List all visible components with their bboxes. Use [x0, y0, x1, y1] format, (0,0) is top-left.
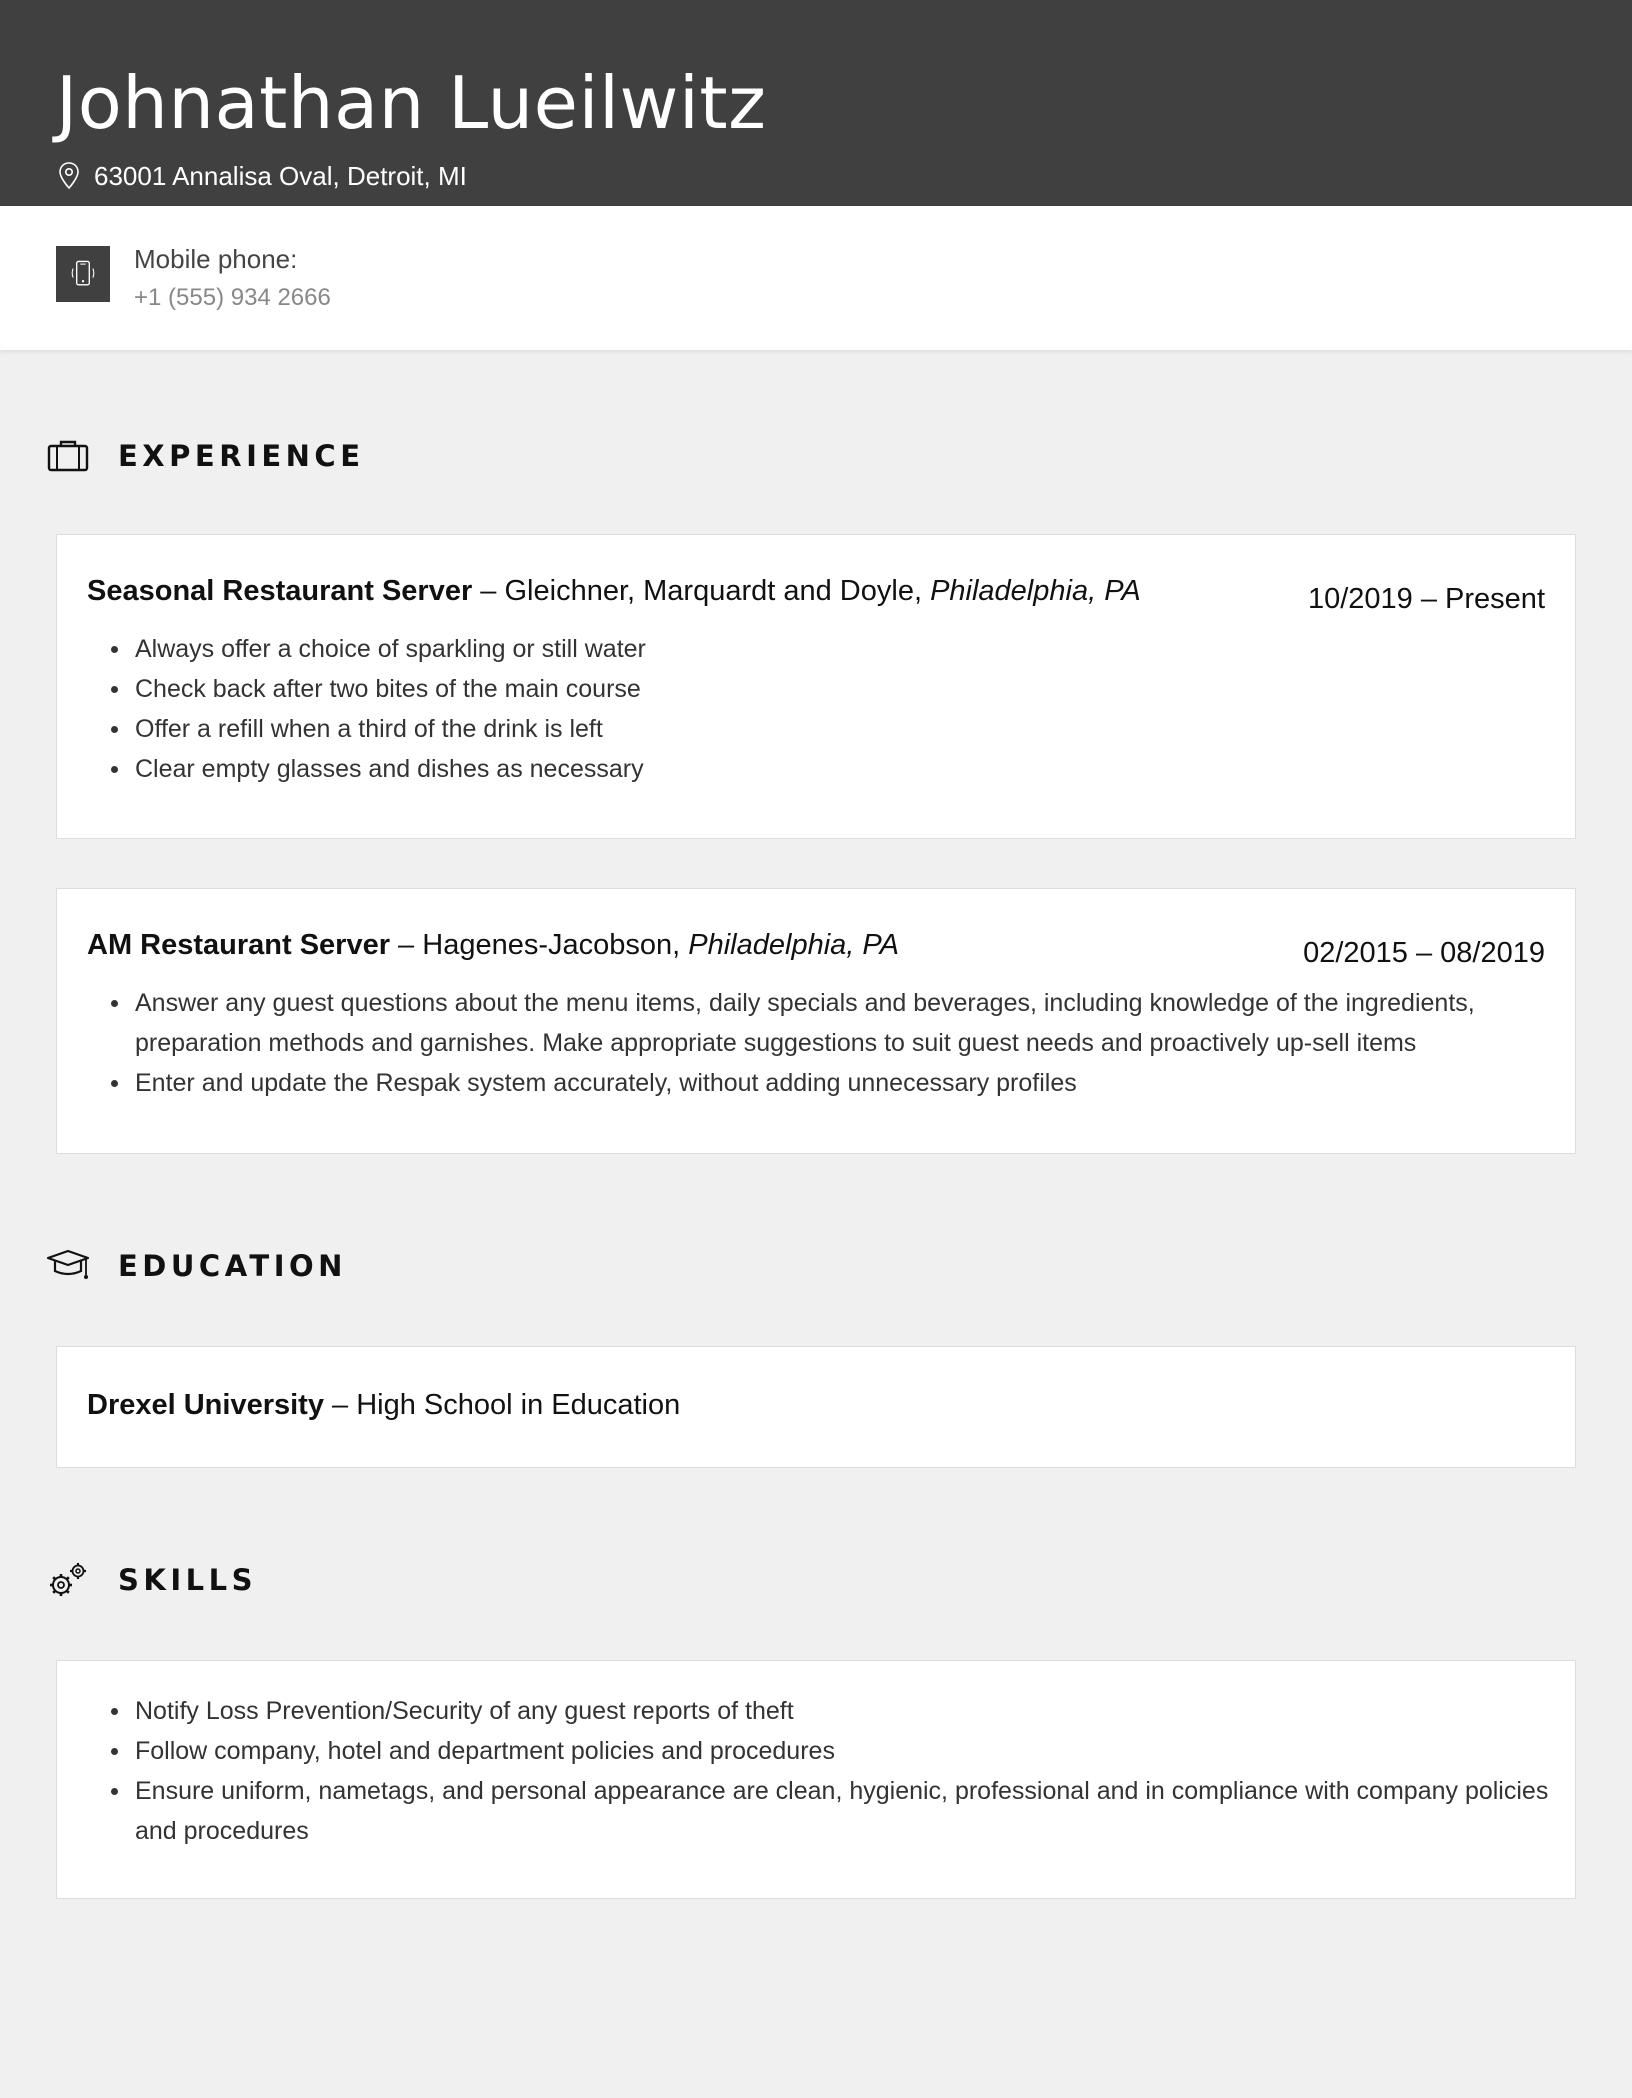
section-title-experience: EXPERIENCE	[118, 439, 365, 473]
separator: –	[390, 929, 423, 961]
duties-list	[135, 983, 1555, 1103]
list-item: Notify Loss Prevention/Security of any guest reports of theft	[135, 1691, 1555, 1731]
duties-list	[135, 629, 1535, 789]
graduation-cap-icon	[46, 1246, 90, 1286]
list-item: Always offer a choice of sparkling or still water	[135, 629, 1535, 669]
list-item: Ensure uniform, nametags, and personal appearance are clean, hygienic, professional and in compliance with company policies and procedures	[135, 1771, 1555, 1851]
entry-header	[87, 929, 899, 962]
job-title: AM Restaurant Server	[87, 929, 390, 961]
degree: High School in Education	[356, 1389, 681, 1421]
experience-entry	[56, 534, 1576, 839]
list-item: Clear empty glasses and dishes as necessary	[135, 749, 1535, 789]
education-heading	[46, 1244, 347, 1288]
section-title-education: EDUCATION	[118, 1249, 347, 1283]
education-line	[87, 1389, 680, 1422]
phone-value[interactable]: +1 (555) 934 2666	[134, 284, 331, 311]
job-location: Philadelphia, PA	[688, 929, 899, 961]
gears-icon	[46, 1560, 90, 1600]
job-dates: 10/2019 – Present	[1307, 583, 1545, 615]
list-item: Follow company, hotel and department policies and procedures	[135, 1731, 1555, 1771]
location-pin-icon	[56, 161, 82, 191]
list-item: Enter and update the Respak system accurately, without adding unnecessary profiles	[135, 1063, 1555, 1103]
resume-header	[0, 0, 1632, 206]
list-item: Check back after two bites of the main course	[135, 669, 1535, 709]
section-title-skills: SKILLS	[118, 1563, 257, 1597]
mobile-phone-icon	[56, 246, 110, 302]
entry-header	[87, 575, 1141, 608]
skills-card	[56, 1660, 1576, 1899]
school-name: Drexel University	[87, 1389, 324, 1421]
list-item: Answer any guest questions about the menu items, daily specials and beverages, including knowledge of the ingredients, preparation methods and garnishes. Make appropriate suggestions to suit guest needs and proactively up-sell items	[135, 983, 1555, 1063]
job-dates: 02/2015 – 08/2019	[1303, 937, 1545, 969]
experience-heading	[46, 434, 365, 478]
list-item: Offer a refill when a third of the drink is left	[135, 709, 1535, 749]
separator: –	[472, 575, 505, 607]
phone-label: Mobile phone:	[134, 244, 298, 274]
skills-list	[135, 1691, 1555, 1851]
skills-heading	[46, 1558, 257, 1602]
candidate-name: Johnathan Lueilwitz	[56, 61, 767, 145]
education-entry	[56, 1346, 1576, 1468]
experience-entry	[56, 888, 1576, 1154]
address-text: 63001 Annalisa Oval, Detroit, MI	[94, 160, 467, 191]
job-title: Seasonal Restaurant Server	[87, 575, 473, 607]
company-name: Gleichner, Marquardt and Doyle,	[504, 575, 922, 607]
job-location: Philadelphia, PA	[930, 575, 1141, 607]
separator: –	[323, 1389, 357, 1421]
briefcase-icon	[46, 436, 90, 476]
address-line	[56, 158, 467, 194]
company-name: Hagenes-Jacobson,	[422, 929, 681, 961]
contact-bar	[0, 206, 1632, 350]
